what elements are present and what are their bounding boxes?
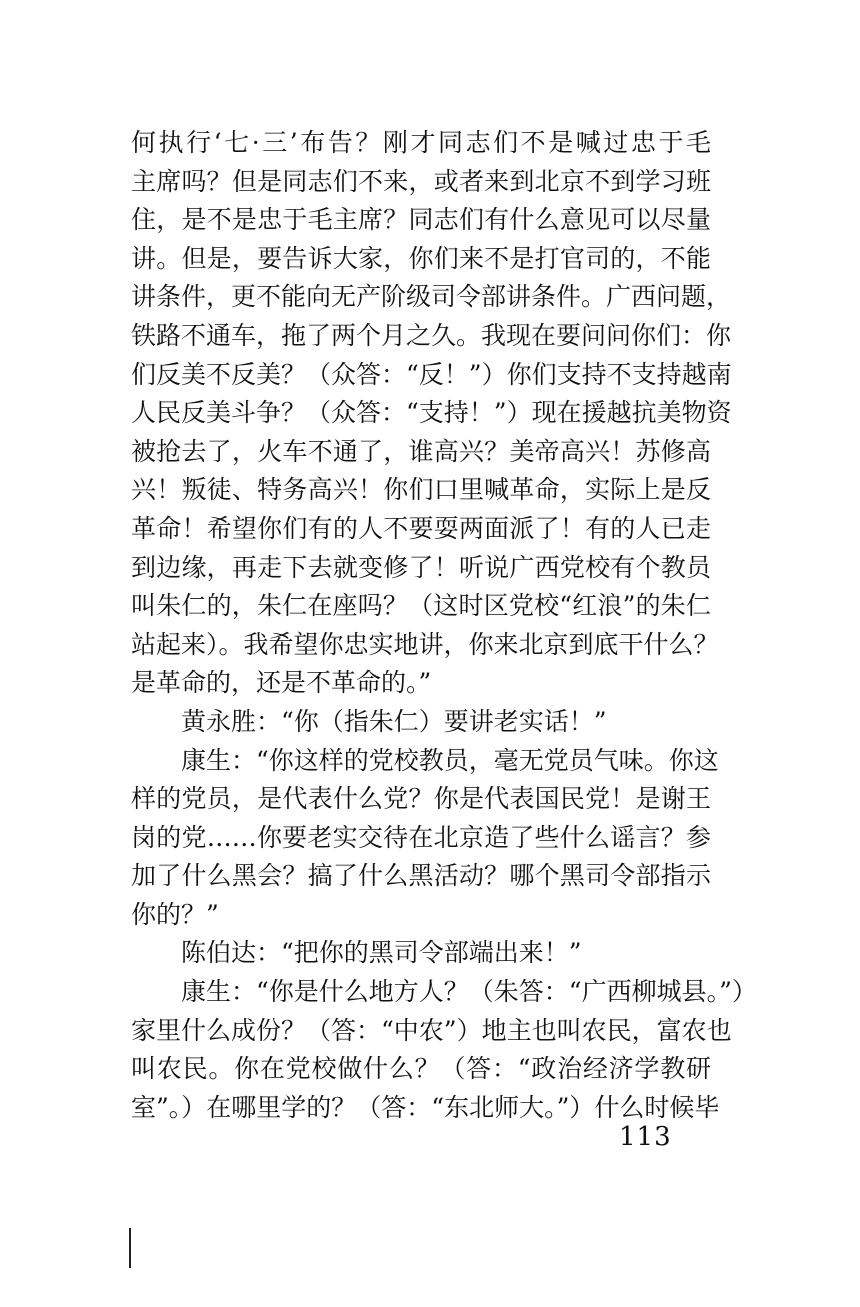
body-text <box>131 124 757 1127</box>
text-line: 黄永胜：“你（指朱仁）要讲老实话！” <box>181 706 607 736</box>
text-line: 你的？” <box>131 899 219 929</box>
text-line: 到边缘，再走下去就变修了！听说广西党校有个教员 <box>131 552 711 582</box>
text-line: 叫朱仁的，朱仁在座吗？（这时区党校“红浪”的朱仁 <box>131 591 711 621</box>
text-line: 康生：“你是什么地方人？（朱答：“广西柳城县。”） <box>181 977 757 1007</box>
text-line: 样的党员，是代表什么党？你是代表国民党！是谢王 <box>131 784 711 814</box>
text-line: 家里什么成份？（答：“中农”）地主也叫农民，富农也 <box>131 1015 732 1045</box>
text-line: 站起来）。我希望你忠实地讲，你来北京到底干什么？ <box>131 629 719 659</box>
text-line: 兴！叛徒、特务高兴！你们口里喊革命，实际上是反 <box>131 475 711 505</box>
text-line: 讲。但是，要告诉大家，你们来不是打官司的，不能 <box>131 243 711 273</box>
text-line: 加了什么黑会？搞了什么黑活动？哪个黑司令部指示 <box>131 861 711 891</box>
text-line: 被抢去了，火车不通了，谁高兴？美帝高兴！苏修高 <box>131 436 711 466</box>
text-line: 叫农民。你在党校做什么？（答：“政治经济学教研 <box>131 1054 711 1084</box>
margin-mark <box>129 1228 131 1268</box>
text-line: 们反美不反美？（众答：“反！”）你们支持不支持越南 <box>131 359 732 389</box>
text-line: 是革命的，还是不革命的。” <box>131 668 432 698</box>
text-line: 人民反美斗争？（众答：“支持！”）现在援越抗美物资 <box>131 398 732 428</box>
text-line: 何执行‘七·三’布告？刚才同志们不是喊过忠于毛 <box>131 128 711 157</box>
text-line: 陈伯达：“把你的黑司令部端出来！” <box>181 938 582 968</box>
text-line: 革命！希望你们有的人不要耍两面派了！有的人已走 <box>131 513 711 543</box>
text-line: 铁路不通车，拖了两个月之久。我现在要问问你们：你 <box>131 320 732 350</box>
page-number: 113 <box>619 1122 672 1152</box>
text-line: 讲条件，更不能向无产阶级司令部讲条件。广西问题， <box>131 282 732 312</box>
text-line: 岗的党……你要老实交待在北京造了些什么谣言？参 <box>131 822 711 852</box>
text-line: 康生：“你这样的党校教员，毫无党员气味。你这 <box>181 745 719 775</box>
text-line: 室”。）在哪里学的？（答：“东北师大。”）什么时候毕 <box>131 1092 720 1122</box>
text-line: 住，是不是忠于毛主席？同志们有什么意见可以尽量 <box>131 205 711 235</box>
text-line: 主席吗？但是同志们不来，或者来到北京不到学习班 <box>131 166 711 196</box>
